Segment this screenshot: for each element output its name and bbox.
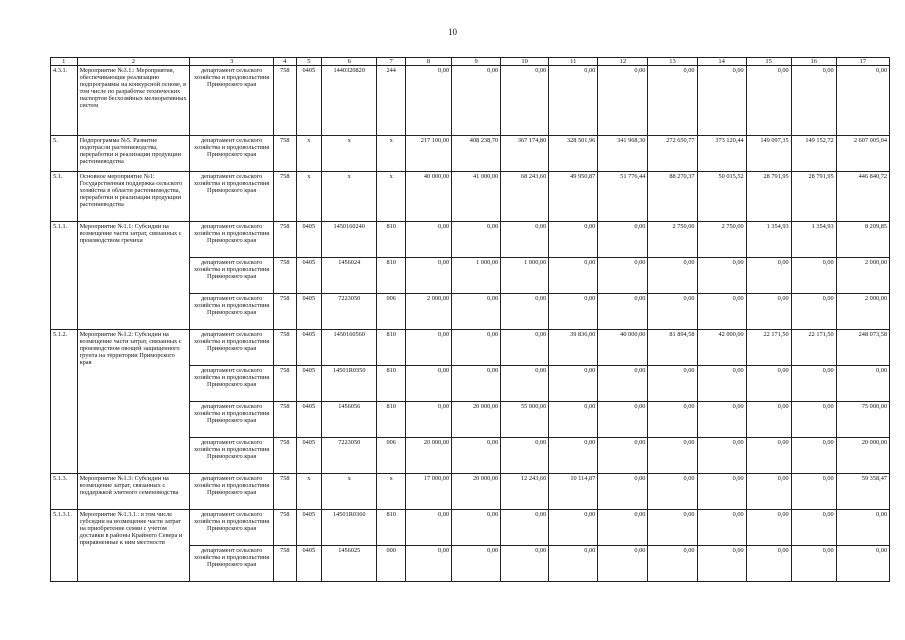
responsible-executor: департамент сельского хозяйства и продовольствия Приморского края [190, 294, 274, 330]
amount-cell: 0,00 [549, 438, 598, 474]
column-number: 12 [598, 58, 648, 66]
table-row [51, 66, 890, 136]
amount-cell: 0,00 [697, 474, 746, 510]
amount-cell: 1 354,93 [746, 222, 791, 258]
amount-cell: 17 000,00 [406, 474, 452, 510]
column-number: 3 [190, 58, 274, 66]
amount-cell: 42 000,00 [697, 330, 746, 366]
amount-cell: 0,00 [501, 546, 549, 582]
amount-cell: 0,00 [598, 66, 648, 136]
responsible-executor: департамент сельского хозяйства и продовольствия Приморского края [190, 510, 274, 546]
amount-cell: 0,00 [697, 258, 746, 294]
budget-code-cell: 7223050 [322, 294, 377, 330]
amount-cell: 0,00 [501, 294, 549, 330]
amount-cell: 20 000,00 [452, 474, 501, 510]
responsible-executor: департамент сельского хозяйства и продовольствия Приморского края [190, 438, 274, 474]
amount-cell: 0,00 [746, 402, 791, 438]
column-number: 8 [406, 58, 452, 66]
amount-cell: 51 776,44 [598, 172, 648, 222]
amount-cell: 0,00 [452, 222, 501, 258]
budget-code-cell: 000 [377, 546, 406, 582]
column-number: 14 [697, 58, 746, 66]
amount-cell: 88 270,37 [648, 172, 697, 222]
amount-cell: 0,00 [598, 546, 648, 582]
budget-code-cell: x [377, 474, 406, 510]
amount-cell: 0,00 [791, 546, 836, 582]
budget-code-cell: 810 [377, 366, 406, 402]
responsible-executor: департамент сельского хозяйства и продовольствия Приморского края [190, 402, 274, 438]
budget-code-cell: 0405 [296, 222, 322, 258]
responsible-executor: департамент сельского хозяйства и продовольствия Приморского края [190, 474, 274, 510]
amount-cell: 0,00 [598, 402, 648, 438]
budget-code-cell: x [322, 474, 377, 510]
table-row [51, 222, 890, 258]
column-number: 6 [322, 58, 377, 66]
amount-cell: 0,00 [549, 222, 598, 258]
responsible-executor: департамент сельского хозяйства и продовольствия Приморского края [190, 172, 274, 222]
budget-code-cell: x [322, 172, 377, 222]
amount-cell: 2 750,00 [697, 222, 746, 258]
budget-code-cell: 1450160560 [322, 330, 377, 366]
budget-code-cell: 0405 [296, 258, 322, 294]
budget-code-cell: 810 [377, 330, 406, 366]
amount-cell: 20 000,00 [452, 402, 501, 438]
column-number: 17 [836, 58, 889, 66]
column-number: 10 [501, 58, 549, 66]
budget-code-cell: 0405 [296, 510, 322, 546]
amount-cell: 0,00 [791, 66, 836, 136]
amount-cell: 0,00 [452, 330, 501, 366]
amount-cell: 149 097,35 [746, 136, 791, 172]
budget-code-cell: 810 [377, 510, 406, 546]
amount-cell: 367 174,80 [501, 136, 549, 172]
amount-cell: 0,00 [836, 66, 889, 136]
column-number: 11 [549, 58, 598, 66]
amount-cell: 217 100,00 [406, 136, 452, 172]
amount-cell: 0,00 [836, 546, 889, 582]
budget-code-cell: 7223050 [322, 438, 377, 474]
amount-cell: 0,00 [791, 510, 836, 546]
amount-cell: 1 000,00 [501, 258, 549, 294]
amount-cell: 50 015,52 [697, 172, 746, 222]
amount-cell: 341 968,30 [598, 136, 648, 172]
budget-code-cell: 758 [274, 258, 297, 294]
amount-cell: 0,00 [598, 366, 648, 402]
amount-cell: 0,00 [501, 66, 549, 136]
amount-cell: 2 000,00 [836, 294, 889, 330]
table-row [51, 136, 890, 172]
budget-code-cell: 0405 [296, 330, 322, 366]
responsible-executor: департамент сельского хозяйства и продовольствия Приморского края [190, 330, 274, 366]
budget-code-cell: 14501R0350 [322, 366, 377, 402]
column-number: 5 [296, 58, 322, 66]
amount-cell: 408 238,70 [452, 136, 501, 172]
row-description: Основное мероприятие №1: Государственная поддержка сельского хозяйства в области растениеводства, переработки и реализации продукции растениеводства [77, 172, 190, 222]
table-row [51, 172, 890, 222]
amount-cell: 12 243,60 [501, 474, 549, 510]
budget-code-cell: 758 [274, 474, 297, 510]
budget-code-cell: 1456024 [322, 258, 377, 294]
amount-cell: 0,00 [746, 294, 791, 330]
amount-cell: 0,00 [697, 366, 746, 402]
amount-cell: 68 243,60 [501, 172, 549, 222]
row-description: Мероприятие №1.3.1.: в том числе субсидии на возмещение части затрат на приобретение семян с учетом доставки в районы Крайнего Севера и приравненные к ним местности [77, 510, 190, 582]
amount-cell: 0,00 [598, 510, 648, 546]
amount-cell: 0,00 [746, 546, 791, 582]
amount-cell: 2 000,00 [406, 294, 452, 330]
budget-code-cell: 758 [274, 294, 297, 330]
budget-code-cell: 006 [377, 438, 406, 474]
row-number: 5. [51, 136, 78, 172]
budget-code-cell: 1456056 [322, 402, 377, 438]
amount-cell: 0,00 [791, 474, 836, 510]
budget-code-cell: 1456025 [322, 546, 377, 582]
amount-cell: 1 000,00 [452, 258, 501, 294]
amount-cell: 0,00 [452, 438, 501, 474]
amount-cell: 0,00 [549, 546, 598, 582]
budget-code-cell: 758 [274, 510, 297, 546]
amount-cell: 328 501,96 [549, 136, 598, 172]
amount-cell: 0,00 [598, 222, 648, 258]
budget-code-cell: 810 [377, 222, 406, 258]
amount-cell: 40 000,00 [598, 330, 648, 366]
budget-code-cell: 758 [274, 546, 297, 582]
budget-code-cell: 758 [274, 330, 297, 366]
amount-cell: 0,00 [549, 366, 598, 402]
amount-cell: 0,00 [648, 546, 697, 582]
amount-cell: 0,00 [549, 66, 598, 136]
amount-cell: 2 607 005,04 [836, 136, 889, 172]
amount-cell: 149 152,72 [791, 136, 836, 172]
table-row [51, 510, 890, 546]
amount-cell: 0,00 [501, 510, 549, 546]
amount-cell: 0,00 [406, 222, 452, 258]
amount-cell: 75 000,00 [836, 402, 889, 438]
column-number: 7 [377, 58, 406, 66]
amount-cell: 0,00 [746, 510, 791, 546]
amount-cell: 0,00 [791, 294, 836, 330]
budget-code-cell: 758 [274, 66, 297, 136]
amount-cell: 0,00 [501, 366, 549, 402]
table-row [51, 474, 890, 510]
amount-cell: 0,00 [697, 294, 746, 330]
amount-cell: 49 950,87 [549, 172, 598, 222]
amount-cell: 446 840,72 [836, 172, 889, 222]
row-description: Мероприятие №1.3: Субсидии на возмещение затрат, связанных с поддержкой элитного семеноводства [77, 474, 190, 510]
amount-cell: 0,00 [791, 402, 836, 438]
responsible-executor: департамент сельского хозяйства и продовольствия Приморского края [190, 136, 274, 172]
amount-cell: 0,00 [648, 510, 697, 546]
amount-cell: 0,00 [648, 474, 697, 510]
amount-cell: 0,00 [791, 438, 836, 474]
column-number-row [51, 58, 890, 66]
amount-cell: 41 000,00 [452, 172, 501, 222]
amount-cell: 59 358,47 [836, 474, 889, 510]
row-number: 5.1.2. [51, 330, 78, 474]
budget-code-cell: 0405 [296, 294, 322, 330]
amount-cell: 10 114,87 [549, 474, 598, 510]
amount-cell: 0,00 [648, 366, 697, 402]
column-number: 16 [791, 58, 836, 66]
amount-cell: 0,00 [746, 258, 791, 294]
budget-code-cell: x [296, 172, 322, 222]
amount-cell: 0,00 [746, 474, 791, 510]
amount-cell: 0,00 [791, 366, 836, 402]
amount-cell: 2 000,00 [836, 258, 889, 294]
amount-cell: 28 791,95 [791, 172, 836, 222]
row-description: Мероприятие №1.1: Субсидии на возмещение части затрат, связанных с производством гречихи [77, 222, 190, 330]
budget-code-cell: 0405 [296, 66, 322, 136]
amount-cell: 0,00 [406, 402, 452, 438]
responsible-executor: департамент сельского хозяйства и продовольствия Приморского края [190, 222, 274, 258]
amount-cell: 0,00 [648, 402, 697, 438]
budget-table [50, 57, 890, 582]
row-description: Мероприятие №3.1.: Мероприятия, обеспечивающие реализацию подпрограммы на конкурсной основе, в том числе по разработке технических паспортов бесхозяйных мелиоративных систем [77, 66, 190, 136]
row-number: 5.1. [51, 172, 78, 222]
page-number: 10 [448, 27, 457, 37]
budget-code-cell: 006 [377, 294, 406, 330]
budget-code-cell: x [296, 136, 322, 172]
amount-cell: 0,00 [452, 546, 501, 582]
amount-cell: 22 171,50 [791, 330, 836, 366]
amount-cell: 0,00 [598, 474, 648, 510]
amount-cell: 2 750,00 [648, 222, 697, 258]
amount-cell: 0,00 [648, 66, 697, 136]
amount-cell: 0,00 [648, 258, 697, 294]
amount-cell: 0,00 [746, 366, 791, 402]
amount-cell: 0,00 [746, 66, 791, 136]
amount-cell: 272 650,77 [648, 136, 697, 172]
row-number: 5.1.3. [51, 474, 78, 510]
amount-cell: 0,00 [836, 510, 889, 546]
budget-code-cell: x [296, 474, 322, 510]
budget-code-cell: 758 [274, 366, 297, 402]
amount-cell: 39 836,00 [549, 330, 598, 366]
amount-cell: 0,00 [746, 438, 791, 474]
amount-cell: 1 354,93 [791, 222, 836, 258]
amount-cell: 0,00 [406, 330, 452, 366]
amount-cell: 0,00 [791, 258, 836, 294]
amount-cell: 0,00 [648, 294, 697, 330]
amount-cell: 0,00 [501, 330, 549, 366]
amount-cell: 0,00 [452, 294, 501, 330]
amount-cell: 0,00 [697, 510, 746, 546]
row-number: 4.3.1. [51, 66, 78, 136]
budget-code-cell: 758 [274, 438, 297, 474]
row-description: Подпрограмма №5. Развитие подотрасли растениеводства, переработки и реализации продукции растениеводства [77, 136, 190, 172]
amount-cell: 0,00 [549, 402, 598, 438]
amount-cell: 373 120,44 [697, 136, 746, 172]
column-number: 4 [274, 58, 297, 66]
amount-cell: 55 000,00 [501, 402, 549, 438]
budget-code-cell: 758 [274, 172, 297, 222]
amount-cell: 0,00 [697, 402, 746, 438]
budget-code-cell: 244 [377, 66, 406, 136]
responsible-executor: департамент сельского хозяйства и продовольствия Приморского края [190, 66, 274, 136]
responsible-executor: департамент сельского хозяйства и продовольствия Приморского края [190, 366, 274, 402]
responsible-executor: департамент сельского хозяйства и продовольствия Приморского края [190, 258, 274, 294]
budget-code-cell: x [377, 172, 406, 222]
amount-cell: 40 000,00 [406, 172, 452, 222]
amount-cell: 8 209,85 [836, 222, 889, 258]
budget-code-cell: 810 [377, 258, 406, 294]
amount-cell: 0,00 [406, 366, 452, 402]
amount-cell: 0,00 [406, 510, 452, 546]
row-number: 5.1.3.1. [51, 510, 78, 582]
amount-cell: 81 894,58 [648, 330, 697, 366]
amount-cell: 0,00 [406, 546, 452, 582]
budget-code-cell: 758 [274, 402, 297, 438]
amount-cell: 20 000,00 [836, 438, 889, 474]
amount-cell: 0,00 [598, 438, 648, 474]
amount-cell: 22 171,50 [746, 330, 791, 366]
amount-cell: 0,00 [549, 294, 598, 330]
amount-cell: 0,00 [836, 366, 889, 402]
budget-code-cell: x [377, 136, 406, 172]
amount-cell: 0,00 [598, 294, 648, 330]
budget-code-cell: 810 [377, 402, 406, 438]
budget-code-cell: 0405 [296, 438, 322, 474]
amount-cell: 0,00 [549, 258, 598, 294]
amount-cell: 0,00 [697, 546, 746, 582]
amount-cell: 0,00 [697, 438, 746, 474]
amount-cell: 20 000,00 [406, 438, 452, 474]
amount-cell: 0,00 [697, 66, 746, 136]
amount-cell: 0,00 [549, 510, 598, 546]
amount-cell: 0,00 [406, 258, 452, 294]
table-body [51, 58, 890, 582]
column-number: 13 [648, 58, 697, 66]
budget-code-cell: x [322, 136, 377, 172]
table-row [51, 330, 890, 366]
column-number: 2 [77, 58, 190, 66]
budget-code-cell: 0405 [296, 546, 322, 582]
column-number: 9 [452, 58, 501, 66]
amount-cell: 0,00 [452, 510, 501, 546]
budget-code-cell: 0405 [296, 402, 322, 438]
budget-code-cell: 14501R0360 [322, 510, 377, 546]
column-number: 1 [51, 58, 78, 66]
amount-cell: 0,00 [648, 438, 697, 474]
budget-code-cell: 758 [274, 222, 297, 258]
budget-code-cell: 758 [274, 136, 297, 172]
row-number: 5.1.1. [51, 222, 78, 330]
amount-cell: 0,00 [406, 66, 452, 136]
column-number: 15 [746, 58, 791, 66]
budget-code-cell: 1440320820 [322, 66, 377, 136]
budget-code-cell: 0405 [296, 366, 322, 402]
amount-cell: 0,00 [452, 66, 501, 136]
amount-cell: 0,00 [501, 438, 549, 474]
row-description: Мероприятие №1.2: Субсидии на возмещение части затрат, связанных с производством овощей защищенного грунта на территории Приморского края [77, 330, 190, 474]
responsible-executor: департамент сельского хозяйства и продовольствия Приморского края [190, 546, 274, 582]
budget-code-cell: 1450160240 [322, 222, 377, 258]
amount-cell: 248 073,58 [836, 330, 889, 366]
amount-cell: 28 791,95 [746, 172, 791, 222]
amount-cell: 0,00 [501, 222, 549, 258]
amount-cell: 0,00 [598, 258, 648, 294]
amount-cell: 0,00 [452, 366, 501, 402]
